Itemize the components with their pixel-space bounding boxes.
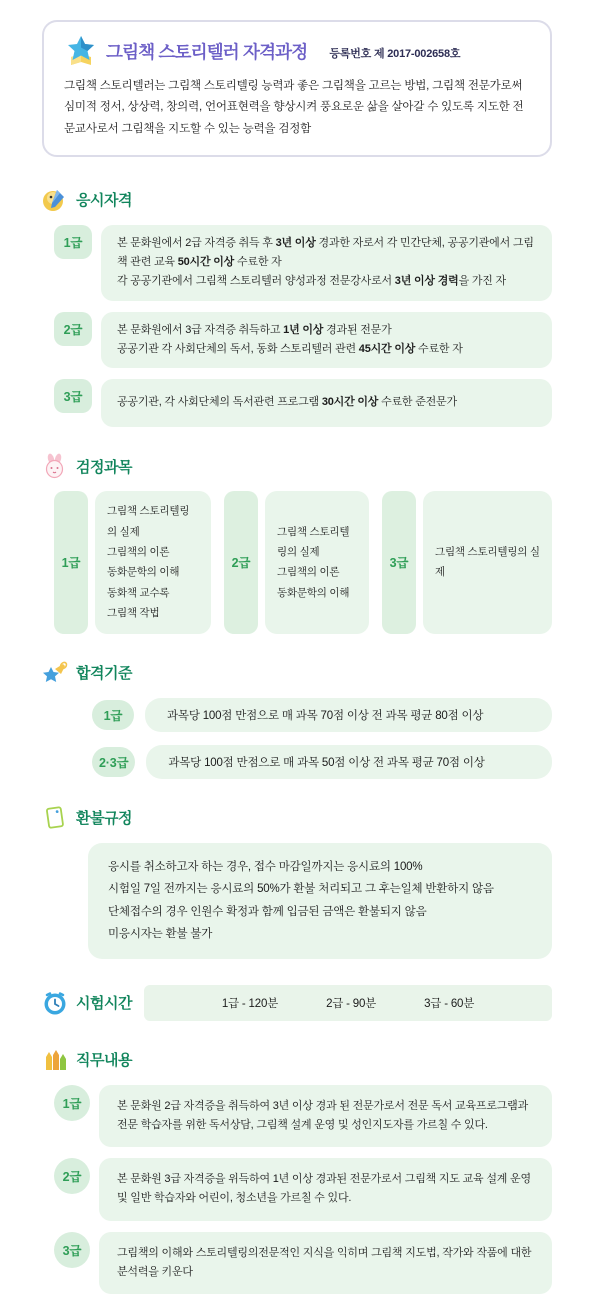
header-card bbox=[42, 20, 552, 157]
section-subjects bbox=[42, 453, 552, 634]
duty-description: 그림책의 이해와 스토리텔링의전문적인 지식을 익히며 그림책 지도법, 작가와 작품에 대한 분석력을 키운다 bbox=[99, 1232, 552, 1294]
section-eligibility bbox=[42, 187, 552, 427]
grade-badge: 1급 bbox=[54, 225, 92, 259]
grade-badge: 2급 bbox=[54, 1158, 90, 1194]
duty-description: 본 문화원 2급 자격증을 취득하여 3년 이상 경과 된 전문가로서 전문 독서 교육프로그램과 전문 학습자를 위한 독서상담, 그림책 설계 운영 및 성인지도자를 가르칠 수 있다. bbox=[99, 1085, 552, 1148]
exam-time-grade2: 2급 - 90분 bbox=[326, 997, 377, 1010]
grade-badge: 1급 bbox=[54, 1085, 90, 1121]
clock-icon bbox=[42, 990, 68, 1016]
grade-badge: 3급 bbox=[54, 1232, 90, 1268]
section-title: 직무내용 bbox=[76, 1052, 132, 1070]
subjects-group-3 bbox=[382, 491, 552, 634]
section-refund bbox=[42, 805, 552, 959]
page-title: 그림책 스토리텔러 자격과정 bbox=[106, 41, 308, 62]
subjects-group-1 bbox=[54, 491, 224, 634]
passing-criteria: 과목당 100점 만점으로 매 과목 70점 이상 전 과목 평균 80점 이상 bbox=[145, 698, 552, 732]
star-megaphone-icon bbox=[42, 660, 68, 686]
passing-criteria: 과목당 100점 만점으로 매 과목 50점 이상 전 과목 평균 70점 이상 bbox=[146, 745, 552, 779]
subjects-heading bbox=[42, 453, 552, 479]
bird-pencil-icon bbox=[42, 187, 68, 213]
eligibility-row-3 bbox=[54, 379, 552, 427]
duties-heading bbox=[42, 1047, 552, 1073]
grade-badge: 3급 bbox=[382, 491, 416, 634]
grade-requirements: 본 문화원에서 3급 자격증 취득하고 1년 이상 경과된 전문가 공공기관 각 사회단체의 독서, 동화 스토리텔러 관련 45시간 이상 수료한 자 bbox=[101, 312, 552, 369]
subject-list: 그림책 스토리텔링의 실제 bbox=[423, 491, 552, 634]
eligibility-heading bbox=[42, 187, 552, 213]
grade-badge: 2급 bbox=[224, 491, 258, 634]
grade-badge: 2급 bbox=[54, 312, 92, 346]
subjects-group-2 bbox=[224, 491, 382, 634]
subjects-row bbox=[54, 491, 552, 634]
grade-badge: 1급 bbox=[54, 491, 88, 634]
rabbit-icon bbox=[42, 453, 68, 479]
duties-row-3 bbox=[54, 1232, 552, 1294]
section-title: 검정과목 bbox=[76, 458, 132, 476]
crayons-icon bbox=[42, 1047, 68, 1073]
course-description: 그림책 스토리텔러는 그림책 스토리텔링 능력과 좋은 그림책을 고르는 방법, 그림책 전문가로써 심미적 정서, 상상력, 창의력, 언어표현력을 향상시켜 풍요로운 삶을 살아갈 수 있도록 지도한 전문교사로서 그림책을 지도할 수 있는 능력을 검정함 bbox=[64, 80, 524, 135]
grade-badge: 2·3급 bbox=[92, 747, 135, 777]
section-exam-time bbox=[42, 985, 552, 1021]
grade-badge: 3급 bbox=[54, 379, 92, 413]
star-book-icon bbox=[64, 35, 98, 67]
registration-number: 등록번호 제 2017-002658호 bbox=[329, 47, 461, 60]
notepad-icon bbox=[42, 805, 68, 831]
grade-requirements: 공공기관, 각 사회단체의 독서관련 프로그램 30시간 이상 수료한 준전문가 bbox=[101, 379, 552, 427]
passing-row-1 bbox=[92, 698, 552, 732]
refund-rules: 응시를 취소하고자 하는 경우, 접수 마감일까지는 응시료의 100% 시험일 7일 전까지는 응시료의 50%가 환불 처리되고 그 후는일체 반환하지 않음 단체접수의 경우 인원수 확정과 함께 입금된 금액은 환불되지 않음 미응시자는 환불 불가 bbox=[88, 843, 552, 959]
grade-requirements: 본 문화원에서 2급 자격증 취득 후 3년 이상 경과한 자로서 각 민간단체, 공공기관에서 그림책 관련 교육 50시간 이상 수료한 자 각 공공기관에서 그림책 스토리텔러 양성과정 전문강사로서 3년 이상 경력을 가진 자 bbox=[101, 225, 552, 301]
duties-row-2 bbox=[54, 1158, 552, 1221]
grade-badge: 1급 bbox=[92, 700, 134, 730]
duty-description: 본 문화원 3급 자격증을 위득하여 1년 이상 경과된 전문가로서 그림책 지도 교육 설계 운영 및 일반 학습자와 어린이, 청소년을 가르칠 수 있다. bbox=[99, 1158, 552, 1221]
passing-heading bbox=[42, 660, 552, 686]
passing-row-2 bbox=[92, 745, 552, 779]
eligibility-row-1 bbox=[54, 225, 552, 301]
section-title: 시험시간 bbox=[76, 995, 132, 1013]
subject-list: 그림책 스토리텔링의 실제 그림책의 이론 동화문학의 이해 동화책 교수록 그림책 작법 bbox=[95, 491, 211, 634]
section-duties bbox=[42, 1047, 552, 1294]
section-title: 합격기준 bbox=[76, 665, 132, 683]
section-title: 환불규정 bbox=[76, 810, 132, 828]
section-title: 응시자격 bbox=[76, 192, 132, 210]
eligibility-row-2 bbox=[54, 312, 552, 369]
refund-heading bbox=[42, 805, 552, 831]
header-title-row bbox=[64, 35, 530, 67]
exam-time-bar bbox=[144, 985, 552, 1021]
exam-time-grade1: 1급 - 120분 bbox=[221, 997, 279, 1010]
section-passing bbox=[42, 660, 552, 779]
exam-time-grade3: 3급 - 60분 bbox=[424, 997, 475, 1010]
subject-list: 그림책 스토리텔링의 실제 그림책의 이론 동화문학의 이해 bbox=[265, 491, 369, 634]
